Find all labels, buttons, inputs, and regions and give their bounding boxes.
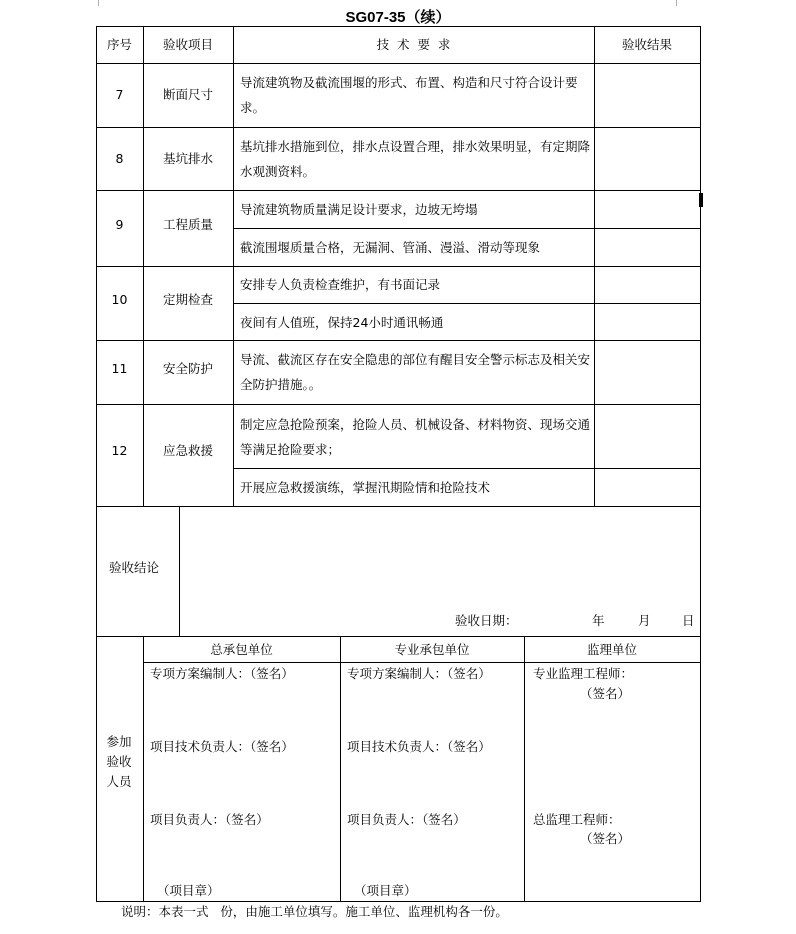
cursor-marker — [699, 193, 703, 207]
row-item: 基坑排水 — [162, 151, 213, 166]
special-pm-sign: 项目负责人：（签名） — [347, 812, 466, 827]
row-no: 7 — [115, 87, 124, 102]
row-item: 定期检查 — [162, 292, 213, 307]
row-requirement: 基坑排水措施到位，排水点设置合理，排水效果明显，有定期降水观测资料。 — [240, 139, 591, 179]
form-note: 说明：本表一式 份，由施工单位填写。施工单位、监理机构各一份。 — [121, 904, 508, 919]
special-project-seal: （项目章） — [354, 883, 417, 898]
header-requirement: 技 术 要 求 — [376, 37, 451, 52]
general-project-seal: （项目章） — [157, 883, 220, 898]
conclusion-label: 验收结论 — [109, 560, 160, 575]
row-requirement: 导流、截流区存在安全隐患的部位有醒目安全警示标志及相关安全防护措施。。 — [240, 352, 591, 392]
general-contractor-header: 总承包单位 — [210, 642, 273, 657]
supervision-header: 监理单位 — [586, 642, 637, 657]
date-year: 年 — [592, 613, 605, 628]
header-item: 验收项目 — [162, 37, 213, 52]
acceptance-date-label: 验收日期： — [455, 613, 518, 628]
header-no: 序号 — [106, 37, 132, 52]
row-item: 断面尺寸 — [162, 87, 213, 102]
header-result: 验收结果 — [621, 37, 672, 52]
special-tech-lead-sign: 项目技术负责人：（签名） — [347, 739, 491, 754]
row-item: 工程质量 — [162, 217, 213, 232]
date-day: 日 — [682, 613, 695, 628]
special-compiler-sign: 专项方案编制人：（签名） — [347, 666, 491, 681]
row-no: 10 — [111, 292, 128, 307]
row-requirement: 夜间有人值班，保持24小时通讯畅通 — [240, 315, 444, 330]
special-contractor-header: 专业承包单位 — [394, 642, 470, 657]
row-item: 安全防护 — [162, 361, 213, 376]
row-requirement: 导流建筑物及截流围堰的形式、布置、构造和尺寸符合设计要求。 — [240, 75, 578, 115]
chief-supervisor-label: 总监理工程师： — [533, 812, 621, 827]
row-requirement: 截流围堰质量合格，无漏洞、管涌、漫溢、滑动等现象 — [240, 240, 541, 255]
supervision-engineer-sign: （签名） — [580, 686, 631, 701]
chief-supervisor-sign: （签名） — [580, 831, 631, 846]
row-no: 9 — [115, 217, 124, 232]
row-item: 应急救援 — [162, 443, 213, 458]
row-requirement: 安排专人负责检查维护，有书面记录 — [240, 277, 441, 292]
row-requirement: 开展应急救援演练，掌握汛期险情和抢险技术 — [240, 480, 491, 495]
date-month: 月 — [638, 613, 651, 628]
row-requirement: 导流建筑物质量满足设计要求，边坡无垮塌 — [240, 202, 478, 217]
row-no: 12 — [111, 443, 128, 458]
general-pm-sign: 项目负责人：（签名） — [150, 812, 269, 827]
row-no: 8 — [115, 151, 124, 166]
participants-label: 参加验收人员 — [106, 734, 132, 789]
supervision-engineer-label: 专业监理工程师： — [533, 666, 634, 681]
general-compiler-sign: 专项方案编制人：（签名） — [150, 666, 294, 681]
row-no: 11 — [111, 361, 128, 376]
form-title: SG07-35（续） — [345, 9, 451, 26]
general-tech-lead-sign: 项目技术负责人：（签名） — [150, 739, 294, 754]
row-requirement: 制定应急抢险预案，抢险人员、机械设备、材料物资、现场交通等满足抢险要求； — [240, 417, 591, 457]
